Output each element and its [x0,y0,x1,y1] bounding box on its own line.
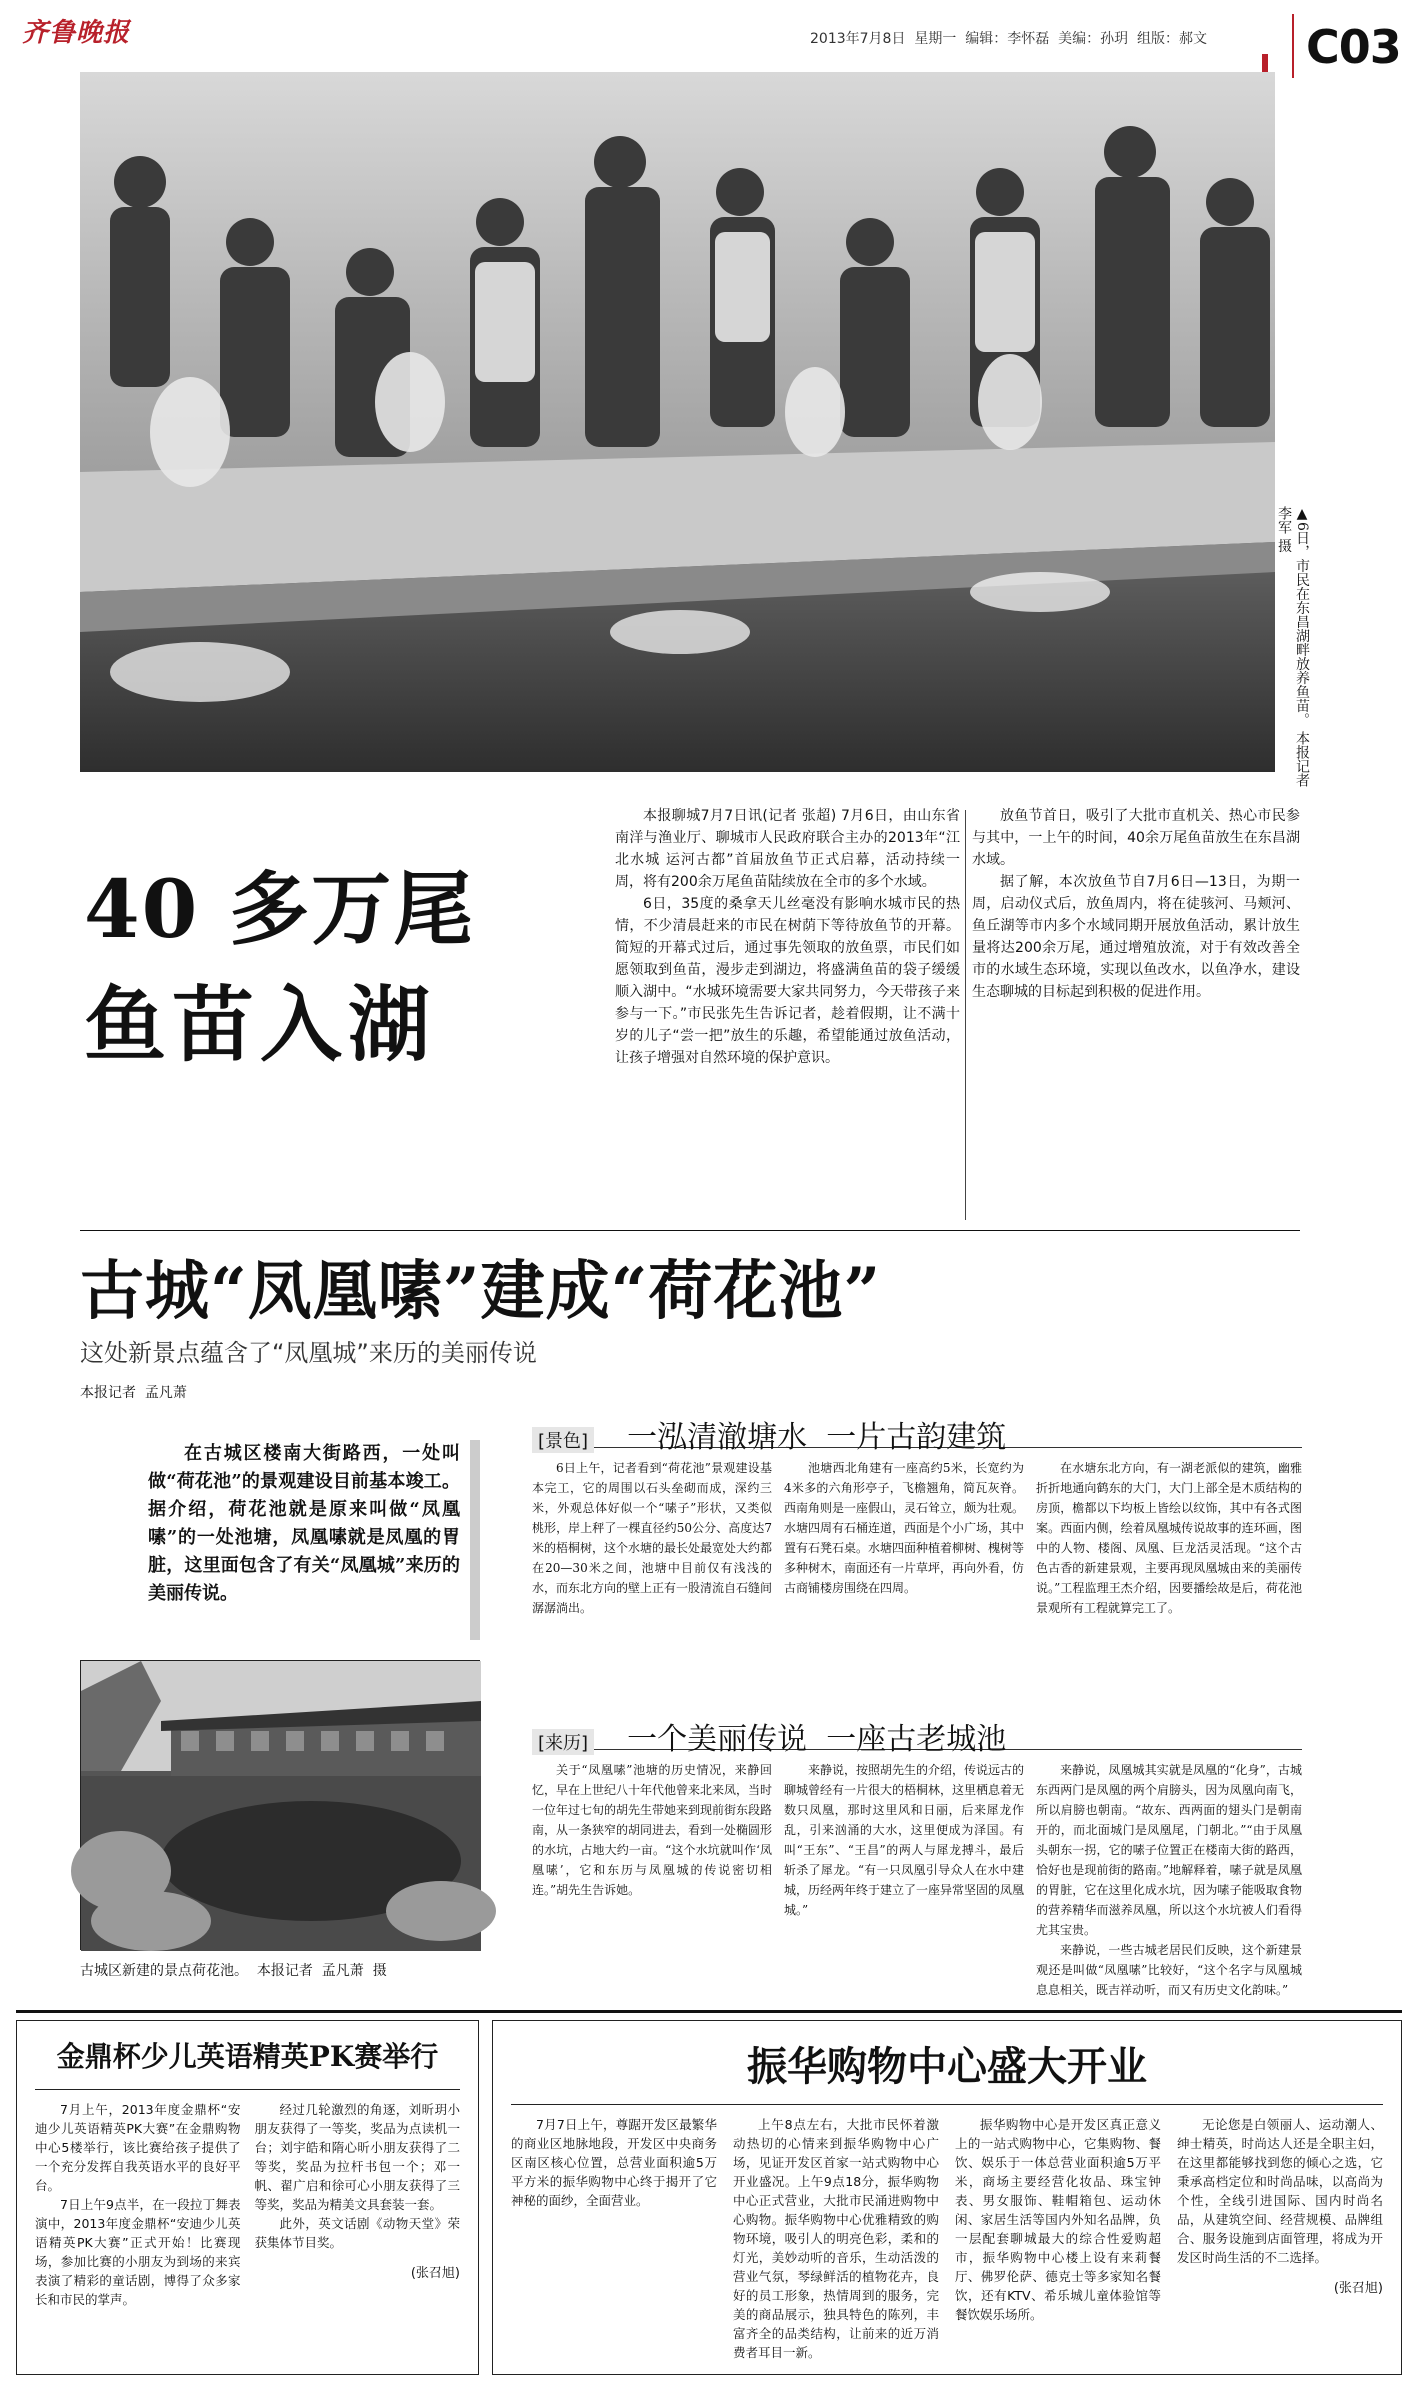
section2-heading [532,1714,1302,1757]
story1-paragraph: 6日，35度的桑拿天儿丝毫没有影响水城市民的热情，不少清晨赶来的市民在树荫下等待放鱼节的开幕。简短的开幕式过后，通过事先领取的放鱼票，市民们如愿领取到鱼苗，漫步走到湖边，将盛满鱼苗的袋子缓缓顺入湖中。“水城环境需要大家共同努力，今天带孩子来参与一下。”市民张先生告诉记者，趁着假期，让不满十岁的儿子“尝一把”放生的乐趣，希望能通过放鱼活动，让孩子增强对自然环境的保护意识。 [615,896,960,1066]
fish-photo-caption: ▲6日，市民在东昌湖畔放养鱼苗。 本报记者 李军 摄 [1276,506,1310,788]
story3-signature: (张召旭) [410,2266,460,2281]
masthead-date-line: 2013年7月8日 星期一 编辑：李怀磊 美编：孙玥 组版：郝文 [810,31,1208,47]
story1-paragraph: 放鱼节首日，吸引了大批市直机关、热心市民参与其中，一上午的时间，40余万尾鱼苗放生在东昌湖水域。 [972,808,1300,868]
section1-title: 一泓清澈塘水 一片古韵建筑 [627,1420,1007,1455]
section2-col2 [784,1760,1024,2008]
section1-paragraph: 6日上午，记者看到“荷花池”景观建设基本完工，它的周围以石头垒砌而成，深约三米，外观总体好似一个“嗉子”形状，又类似桃形，岸上秤了一棵直径约50公分、高度达7米的梧桐树，这个水塘的最长处最宽处大约都在20—30米之间，池塘中目前仅有浅浅的水，而东北方向的壁上正有一股清流自石缝间潺潺淌出。 [532,1461,773,1615]
story2-subhead: 这处新景点蕴含了“凤凰城”来历的美丽传说 [80,1339,537,1367]
story4-signature: (张召旭) [1333,2281,1383,2296]
section1-tag: [景色] [532,1427,594,1453]
section1-paragraph: 池塘西北角建有一座高约5米，长宽约为4米多的六角形亭子，飞檐翘角，简瓦灰脊。西南角则是一座假山，灵石耸立，颇为壮观。水塘四周有石桶连道，西面是个小广场，其中置有石凳石桌。水塘四面种植着柳树、槐树等多种树木，南面还有一片草坪，再向外看，仿古商铺楼房围绕在四周。 [784,1461,1025,1595]
lotus-photo-caption: 古城区新建的景点荷花池。 本报记者 孟凡萧 摄 [80,1963,387,1979]
story1-paragraph: 本报聊城7月7日讯(记者 张超) 7月6日，由山东省南洋与渔业厅、聊城市人民政府联合主办的2013年“江北水城 运河古都”首届放鱼节正式启幕，活动持续一周，将有200余万尾鱼苗陆续放在全市的多个水域。 [615,808,960,890]
lotus-pond-photo [80,1660,480,1950]
page-number: C03 [1306,20,1401,74]
story3-paragraph: 7月上午，2013年度金鼎杯“安迪少儿英语精英PK大赛”在金鼎购物中心5楼举行，该比赛给孩子提供了一个充分发挥自我英语水平的良好平台。 [35,2102,241,2193]
story4-col2 [733,2115,939,2377]
masthead-divider [1292,14,1294,78]
section2-paragraph: 关于“凤凰嗉”池塘的历史情况，来静回忆，早在上世纪八十年代他曾来北来凤，当时一位年过七旬的胡先生带她来到现前街东段路南，从一条狭窄的胡同进去，看到一处椭圆形的水坑，占地大约一亩。“这个水坑就叫作‘凤凰嗉’，它和东历与凤凰城的传说密切相连。”胡先生告诉她。 [532,1763,773,1897]
section1-col1 [532,1458,772,1708]
section2-tag: [来历] [532,1729,594,1755]
story3-headline: 金鼎杯少儿英语精英PK赛举行 [35,2035,460,2090]
section2-col3 [1036,1760,1302,2008]
story1-body-col1 [615,805,960,1235]
story1-headline-line2: 鱼苗入湖 [84,977,437,1073]
section2-title: 一个美丽传说 一座古老城池 [627,1722,1007,1757]
story2-lead: 在古城区楼南大街路西，一处叫做“荷花池”的景观建设目前基本竣工。据介绍，荷花池就是原来叫做“凤凰嗉”的一处池塘，凤凰嗉就是凤凰的胃脏，这里面包含了有关“凤凰城”来历的美丽传说。 [148,1443,460,1604]
story3-col2 [255,2100,461,2370]
story4-headline: 振华购物中心盛大开业 [511,2035,1383,2105]
story1-paragraph: 据了解，本次放鱼节自7月6日—13日，为期一周，启动仪式后，放鱼周内，将在徒骇河、马颊河、鱼丘湖等市内多个水域同期开展放鱼活动，累计放生量将达200余万尾，通过增殖放流，对于有效改善全市的水域生态环境，实现以鱼改水，以鱼净水，建设生态聊城的目标起到积极的促进作用。 [972,874,1300,1000]
story2-headline: 古城“凤凰嗉”建成“荷花池” [80,1254,882,1329]
story3-paragraph: 经过几轮激烈的角逐，刘昕玥小朋友获得了一等奖，奖品为点读机一台；刘宇皓和隋心昕小朋友获得了二等奖，奖品为拉杆书包一个；邓一帆、翟广启和徐可心小朋友获得了三等奖，奖品为精美文具套装一套。 [254,2102,460,2212]
story4-paragraph: 振华购物中心是开发区真正意义上的一站式购物中心，它集购物、餐饮、娱乐于一体总营业面积逾5万平米，商场主要经营化妆品、珠宝钟表、男女服饰、鞋帽箱包、运动休闲、家居生活等国内外知名品牌，负一层配套聊城最大的综合性爱购超市，振华购物中心楼上设有来莉餐厅、佛罗伦萨、德克士等多家知名餐饮，还有KTV、希乐城儿童体验馆等餐饮娱乐场所。 [955,2117,1161,2322]
section1-col3 [1036,1458,1302,1708]
story1-bottom-rule [80,1230,1300,1231]
story1-col-divider [965,810,966,1220]
story3-box [16,2020,479,2375]
story2-lead-box [148,1440,480,1640]
story4-box [492,2020,1402,2375]
section2-col1 [532,1760,772,2008]
section2-paragraph: 来静说，按照胡先生的介绍，传说远古的聊城曾经有一片很大的梧桐林，这里栖息着无数只凤凰，那时这里风和日丽，后来犀龙作乱，引来汹涌的大水，这里便成为泽国。有叫“王东”、“王昌”的两人与犀龙搏斗，最后斩杀了犀龙。“有一只凤凰引导众人在水中建城，历经两年终于建立了一座异常坚固的凤凰城。” [784,1763,1025,1917]
lotus-pond-illustration [81,1661,481,1951]
story4-paragraph: 7月7日上午，尊踞开发区最繁华的商业区地脉地段，开发区中央商务区南区核心位置，总营业面积逾5万平方米的振华购物中心终于揭开了它神秘的面纱，全面营业。 [511,2117,717,2208]
bottom-section-rule [16,2010,1402,2013]
story4-paragraph: 上午8点左右，大批市民怀着激动热切的心情来到振华购物中心广场，见证开发区首家一站式购物中心开业盛况。上午9点18分，振华购物中心正式营业，大批市民涌进购物中心购物。振华购物中心优雅精致的购物环境，吸引人的明亮色彩，柔和的灯光，美妙动听的音乐，生动活泼的营业气氛，琴绿鲜活的植物花卉，良好的员工形象，热情周到的服务，完美的商品展示，独具特色的陈列，丰富齐全的品类结构，让前来的近万消费者耳目一新。 [733,2117,939,2360]
story1-headline-line1: 40 多万尾 [84,862,476,956]
story3-col1 [35,2100,241,2370]
story1-body-col2 [972,805,1300,1235]
story2-byline: 本报记者 孟凡萧 [80,1385,187,1401]
story4-col3 [955,2115,1161,2377]
masthead-logo: 齐鲁晚报 [22,18,131,48]
section1-paragraph: 在水塘东北方向，有一湖老派似的建筑，幽雅折折地通向鹤东的大门，大门上部全是木质结构的房顶，檐都以下均板上皆绘以纹饰，其中有各式图案。西面内侧，绘着凤凰城传说故事的连环画，图中的人物、楼阁、凤凰、巨龙活灵活现。“这个古色古香的新建景观，主要再现凤凰城由来的美丽传说。”工程监理王杰介绍，因要播绘故是后，荷花池景观所有工程就算完工了。 [1036,1461,1302,1615]
story3-paragraph: 此外，英文话剧《动物天堂》荣获集体节目奖。 [254,2216,460,2250]
section2-paragraph: 来静说，凤凰城其实就是凤凰的“化身”，古城东西两门是凤凰的两个肩膀头，因为凤凰向南飞，所以肩膀也朝南。“故东、西两面的翅头门是朝南开的，而北面城门是凤凰尾，门朝北。”“由于凤凰头朝东一拐，它的嗉子位置正在楼南大街的路西，恰好也是现前街的路南。”地解释着，嗉子就是凤凰的胃脏，它在这里化成水坑，因为嗉子能吸取食物的营养精华而滋养凤凰，所以这个水坑被人们看得尤其宝贵。 [1036,1763,1302,1937]
section2-paragraph: 来静说，一些古城老居民们反映，这个新建景观还是叫做“凤凰嗉”比较好，“这个名字与凤凰城息息相关，既吉祥动听，而又有历史文化韵味。” [1036,1943,1302,1997]
section1-col2 [784,1458,1024,1708]
story4-col4 [1177,2115,1383,2377]
fish-release-illustration [80,72,1275,772]
story4-col1 [511,2115,717,2377]
section1-heading [532,1412,1302,1455]
fish-release-photo [80,72,1275,772]
story4-paragraph: 无论您是白领丽人、运动潮人、绅士精英，时尚达人还是全职主妇，在这里都能够找到您的倾心之选，它秉承高档定位和时尚品味，以高尚为个性，全线引进国际、国内时尚名品，从建筑空间、经营规模、品牌组合、服务设施到店面管理，将成为开发区时尚生活的不二选择。 [1177,2117,1383,2265]
story3-paragraph: 7日上午9点半，在一段拉丁舞表演中，2013年度金鼎杯“安迪少儿英语精英PK大赛”正式开始！比赛现场，参加比赛的小朋友为到场的来宾表演了精彩的童话剧，博得了众多家长和市民的掌声。 [35,2197,241,2307]
